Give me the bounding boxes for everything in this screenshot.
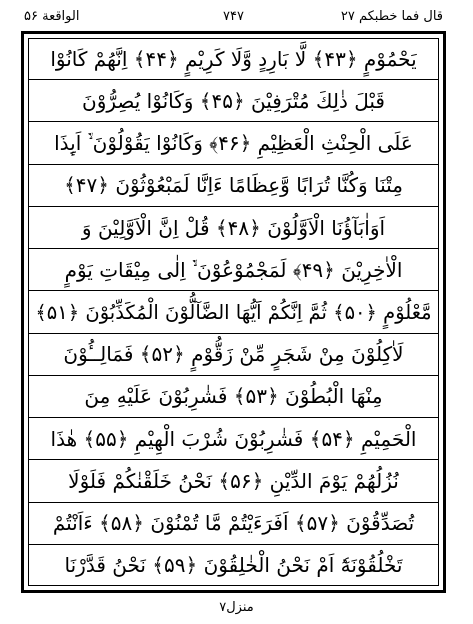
line-text: تَخْلُقُوْنَهٗٓ اَمْ نَحْنُ الْخٰلِقُوْنَ ﴿۵۹﴾ نَحْنُ قَدَّرْنَا [64, 553, 403, 578]
line-text: لَاٰكِلُوْنَ مِنْ شَجَرٍ مِّنْ زَقُّوْمٍ ﴿۵۲﴾ فَمَالِــُٔوْنَ [63, 342, 404, 367]
text-line [28, 545, 439, 586]
line-text: تُصَدِّقُوْنَ ﴿۵۷﴾ اَفَرَءَيْتُمْ مَّا تُمْنُوْنَ ﴿۵۸﴾ ءَاَنْتُمْ [52, 511, 415, 536]
manzil-footer: منزل۷ [219, 600, 254, 615]
line-text: الْاٰخِرِيْنَ ﴿۴۹﴾ لَمَجْمُوْعُوْنَ ۙ۬ اِلٰى مِيْقَاتِ يَوْمٍ [64, 257, 403, 282]
line-text: نُزُلُهُمْ يَوْمَ الدِّيْنِ ﴿۵۶﴾ نَحْنُ خَلَقْنٰكُمْ فَلَوْلَا [68, 468, 399, 493]
line-text: يَحْمُوْمٍ ﴿۴۳﴾ لَّا بَارِدٍ وَّلَا كَرِيْمٍ ﴿۴۴﴾ اِنَّهُمْ كَانُوْا [50, 46, 417, 71]
text-line [28, 291, 439, 333]
line-text: عَلَى الْحِنْثِ الْعَظِيْمِ ﴿۴۶﴾ وَكَانُوْا يَقُوْلُوْنَ ۙ۬ اَىِٕذَا [54, 131, 413, 156]
text-line [28, 122, 439, 164]
text-line [28, 460, 439, 502]
text-line [28, 80, 439, 122]
text-line [28, 249, 439, 291]
text-line [28, 165, 439, 207]
text-line [28, 503, 439, 545]
juz-name: قال فما خطبكم ۲۷ [340, 9, 443, 24]
line-text: اَوَاٰبَآؤُنَا الْاَوَّلُوْنَ ﴿۴۸﴾ قُلْ اِنَّ الْاَوَّلِيْنَ وَ [81, 215, 386, 240]
text-line [28, 207, 439, 249]
page-header [24, 4, 443, 30]
text-line [28, 334, 439, 376]
line-text: مِتْنَا وَكُنَّا تُرَابًا وَّعِظَامًا ءَاِنَّا لَمَبْعُوْثُوْنَ ﴿۴۷﴾ [64, 173, 403, 198]
line-text: مِنْهَا الْبُطُوْنَ ﴿۵۳﴾ فَشٰرِبُوْنَ عَلَيْهِ مِنَ [84, 384, 383, 409]
text-line [28, 376, 439, 418]
text-line [28, 418, 439, 460]
surah-name: الواقعة ۵۶ [24, 9, 80, 24]
line-text: الْحَمِيْمِ ﴿۵۴﴾ فَشٰرِبُوْنَ شُرْبَ الْهِيْمِ ﴿۵۵﴾ هٰذَا [50, 426, 417, 451]
page-frame [21, 31, 446, 593]
text-lines [28, 38, 439, 586]
line-text: قَبْلَ ذٰلِكَ مُتْرَفِيْنَ ﴿۴۵﴾ وَكَانُوْا يُصِرُّوْنَ [82, 88, 385, 113]
line-text: مَّعْلُوْمٍ ﴿۵۰﴾ ثُمَّ اِنَّكُمْ اَيُّهَا الضَّآلُّوْنَ الْمُكَذِّبُوْنَ ﴿۵۱﴾ [35, 300, 432, 324]
page-number: ۷۴۷ [223, 9, 244, 24]
text-line [28, 38, 439, 80]
